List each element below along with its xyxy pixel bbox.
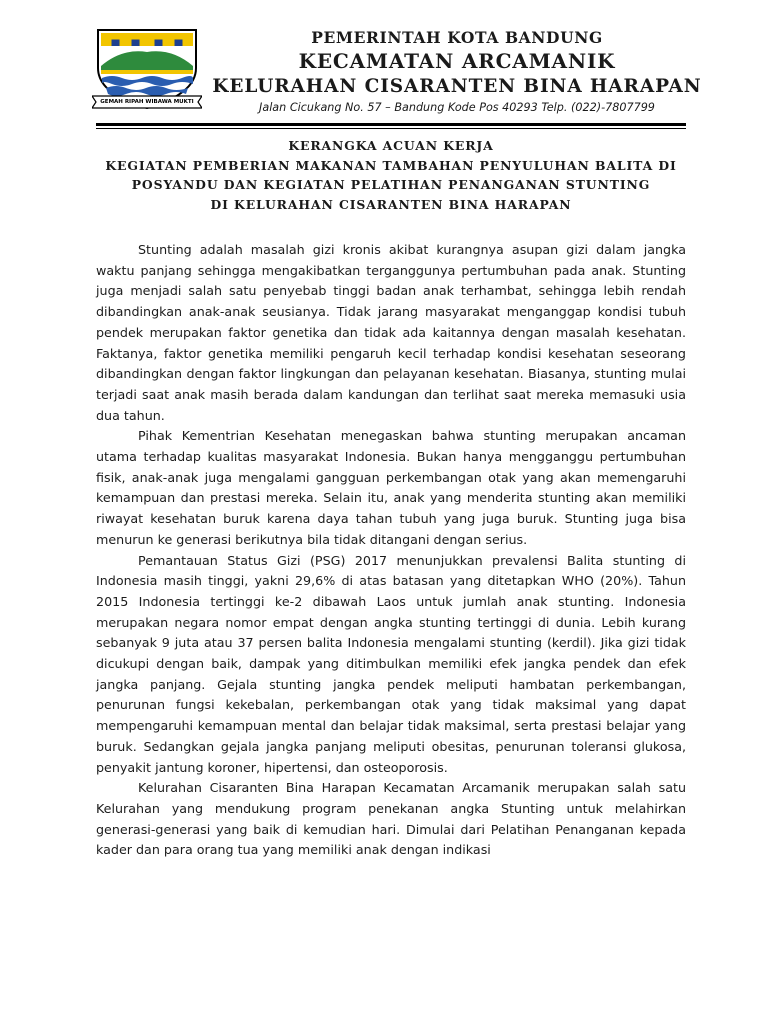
document-body — [96, 240, 686, 861]
document-title — [96, 136, 686, 214]
title-line-2: KEGIATAN PEMBERIAN MAKANAN TAMBAHAN PENYULUHAN BALITA DI — [105, 157, 677, 173]
letterhead — [0, 0, 768, 128]
title-line-1: KERANGKA ACUAN KERJA — [288, 138, 494, 153]
letterhead-divider-thin — [96, 128, 686, 129]
paragraph: Pemantauan Status Gizi (PSG) 2017 menunjukkan prevalensi Balita stunting di Indonesia masih tinggi, yakni 29,6% di atas batasan yang ditetapkan WHO (20%). Tahun 2015 Indonesia tertinggi ke-2 dibawah Laos untuk jumlah anak stunting. Indonesia merupakan negara nomor empat dengan angka stunting tertinggi di dunia. Lebih kurang sebanyak 9 juta atau 37 persen balita Indonesia mengalami stunting (kerdil). Jika gizi tidak dicukupi dengan baik, dampak yang ditimbulkan memiliki efek jangka pendek dan efek jangka panjang. Gejala stunting jangka pendek meliputi hambatan perkembangan, penurunan fungsi kekebalan, perkembangan otak yang tidak maksimal yang dapat mempengaruhi kemampuan mental dan belajar tidak maksimal, serta prestasi belajar yang buruk. Sedangkan gejala jangka panjang meliputi obesitas, penurunan toleransi glukosa, penyakit jantung koroner, hipertensi, dan osteoporosis. — [96, 552, 686, 775]
subdistrict-name: KELURAHAN CISARANTEN BINA HARAPAN — [212, 76, 702, 97]
paragraph: Pihak Kementrian Kesehatan menegaskan bahwa stunting merupakan ancaman utama terhadap kualitas masyarakat Indonesia. Bukan hanya mengganggu pertumbuhan fisik, anak-anak juga mengalami gangguan perkembangan otak yang akan memengaruhi kemampuan dan prestasi mereka. Selain itu, anak yang menderita stunting akan memiliki riwayat kesehatan buruk karena daya tahan tubuh yang juga buruk. Stunting juga bisa menurun ke generasi berikutnya bila tidak ditangani dengan serius. — [96, 428, 686, 547]
paragraph: Stunting adalah masalah gizi kronis akibat kurangnya asupan gizi dalam jangka waktu panjang sehingga mengakibatkan terganggunya pertumbuhan pada anak. Stunting juga menjadi salah satu penyebab tinggi badan anak terhambat, sehingga lebih rendah dibandingkan anak-anak seusianya. Tidak jarang masyarakat menganggap kondisi tubuh pendek merupakan faktor genetika dan tidak ada kaitannya dengan masalah kesehatan. Faktanya, faktor genetika memiliki pengaruh kecil terhadap kondisi kesehatan seseorang dibandingkan dengan faktor lingkungan dan pelayanan kesehatan. Biasanya, stunting mulai terjadi saat anak masih berada dalam kandungan dan terlihat saat mereka memasuki usia dua tahun. — [96, 242, 686, 423]
title-line-3: POSYANDU DAN KEGIATAN PELATIHAN PENANGANAN STUNTING — [131, 177, 651, 192]
government-name: PEMERINTAH KOTA BANDUNG — [311, 28, 603, 47]
crest-ribbon-text: GEMAH RIPAH WIBAWA MUKTI — [100, 99, 194, 105]
letterhead-text — [212, 28, 702, 100]
letterhead-divider-thick — [96, 123, 686, 126]
paragraph: Kelurahan Cisaranten Bina Harapan Kecamatan Arcamanik merupakan salah satu Kelurahan yang mendukung program penekanan angka Stunting untuk melahirkan generasi-generasi yang baik di kemudian hari. Dimulai dari Pelatihan Penanganan kepada kader dan para orang tua yang memiliki anak dengan indikasi — [96, 780, 686, 858]
district-name: KECAMATAN ARCAMANIK — [298, 49, 616, 73]
bandung-city-crest-icon — [92, 22, 202, 114]
office-address: Jalan Cicukang No. 57 – Bandung Kode Pos 40293 Telp. (022)-7807799 — [259, 101, 655, 114]
title-line-4: DI KELURAHAN CISARANTEN BINA HARAPAN — [210, 196, 572, 212]
